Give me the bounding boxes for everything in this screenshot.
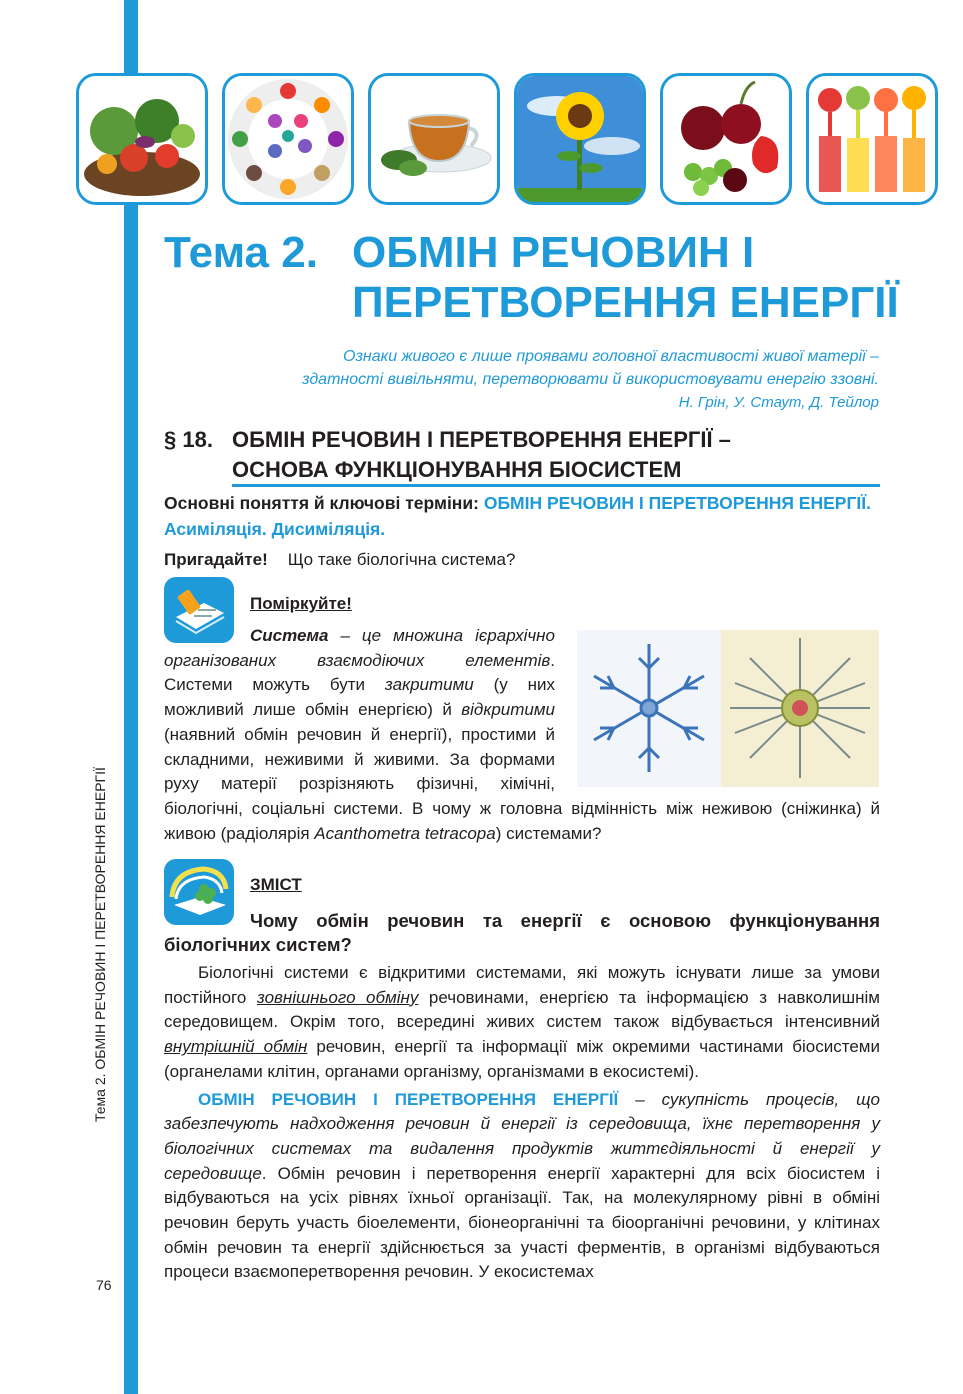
internal-exchange-term: внутрішній обмін — [164, 1037, 308, 1057]
think-heading: Поміркуйте! — [250, 594, 352, 613]
p1-text-a: Біологічні системи є відкритими системами, які можуть існувати лише за умови постійного — [164, 963, 880, 1007]
vegetables-photo — [76, 73, 208, 205]
page-number: 76 — [96, 1277, 112, 1293]
metabolism-term: ОБМІН РЕЧОВИН І ПЕРЕТВОРЕННЯ ЕНЕРГІЇ — [198, 1089, 619, 1109]
think-text-a: . Системи можуть бути — [164, 650, 555, 695]
epigraph-author: Н. Грін, У. Стаут, Д. Тейлор — [678, 394, 879, 411]
p2-text-rest: . Обмін речовин і перетворення енергії характерні для всіх біосистем і відбуваються на усіх рівнях їхньої організації. Так, на молекулярному рівні в обміні речовин беруть участь біоелементи, біонеорганічні та біоорганічні речовини, у клітинах обмін речовин та енергії здійснюється за участі ферментів, в організмі відбуваються процеси взаємоперетворення речовин. У екосистемах — [164, 1163, 880, 1282]
figure-float-space — [555, 626, 880, 786]
think-paragraph — [164, 624, 880, 846]
section-title — [232, 425, 872, 485]
content-heading: ЗМІСТ — [250, 875, 302, 894]
sunflower-photo — [514, 73, 646, 205]
recall-question: Що таке біологічна система? — [287, 550, 516, 569]
topic-label: Тема 2. — [164, 228, 318, 277]
key-terms-value: ОБМІН РЕЧОВИН І ПЕРЕТВОРЕННЯ ЕНЕРГІЇ. Асиміляція. Дисиміляція. — [164, 493, 871, 539]
think-text-d: ) системами? — [495, 823, 602, 843]
content-body — [164, 961, 880, 1285]
recall-line — [164, 548, 515, 572]
external-exchange-term: зовнішнього обміну — [256, 987, 419, 1007]
content-question — [164, 909, 880, 957]
topic-title — [352, 228, 912, 328]
epigraph-line1: Ознаки живого є лише проявами головної властивості живої матерії – — [343, 348, 879, 365]
open-term: відкритими — [461, 700, 555, 720]
margin-stripe — [124, 0, 138, 1394]
species-name: Acanthometra tetracopa — [314, 823, 496, 843]
topic-title-line2: ПЕРЕТВОРЕННЯ ЕНЕРГІЇ — [352, 278, 899, 327]
page-margin — [0, 0, 124, 1394]
recall-label: Пригадайте! — [164, 550, 268, 569]
nutrients-wheel-photo — [222, 73, 354, 205]
content-question-text: Чому обмін речовин та енергії є основою функціонування біологічних систем? — [164, 910, 880, 955]
key-terms-label: Основні поняття й ключові терміни: — [164, 493, 484, 513]
p1-text-c: речовин, енергії та інформації між окремими частинами біосистеми (органелами клітин, органами організму, організмами в екосистемі). — [164, 1037, 880, 1081]
epigraph — [149, 345, 879, 414]
section-number: § 18. — [164, 427, 213, 452]
p1-text-b: речовинами, енергією та інформацією з навколишнім середовищем. Окрім того, всередині живих систем також відбувається інтенсивний — [164, 987, 880, 1032]
think-text-b: (у них можливий лише обмін енергією) й — [164, 675, 556, 720]
section-rule — [232, 484, 880, 487]
closed-term: закритими — [384, 675, 474, 695]
key-terms — [164, 490, 880, 542]
tea-photo — [368, 73, 500, 205]
juices-photo — [806, 73, 938, 205]
term-system: Система — [250, 626, 329, 645]
epigraph-line2: здатності вивільняти, перетворювати й використовувати енергію ззовні. — [302, 371, 879, 388]
section-title-line2: ОСНОВА ФУНКЦІОНУВАННЯ БІОСИСТЕМ — [232, 457, 682, 482]
vertical-chapter-label: Тема 2. ОБМІН РЕЧОВИН І ПЕРЕТВОРЕННЯ ЕНЕРГІЇ — [92, 767, 108, 1122]
system-definition: – це множина ієрархічно організованих взаємодіючих елементів — [164, 626, 555, 670]
paragraph-1 — [164, 961, 880, 1085]
topic-title-line1: ОБМІН РЕЧОВИН І — [352, 228, 755, 277]
think-text-c: (наявний обмін речовин й енергії), простими й складними, неживими й живими. За формами руху матерії розрізняють фізичні, хімічні, біологічні, соціальні системи. В чому ж головна відмінність між неживою (сніжинка) й живою (радіолярія — [164, 724, 880, 843]
paragraph-2 — [164, 1088, 880, 1286]
section-title-line1: ОБМІН РЕЧОВИН І ПЕРЕТВОРЕННЯ ЕНЕРГІЇ – — [232, 427, 731, 452]
metabolism-definition: – сукупність процесів, що забезпечують надходження речовин й енергії із середовища, їхнє перетворення у біологічних системах та видалення продуктів життєдіяльності й енергії у середовище — [164, 1089, 880, 1183]
photo-strip — [76, 73, 942, 209]
berries-photo — [660, 73, 792, 205]
